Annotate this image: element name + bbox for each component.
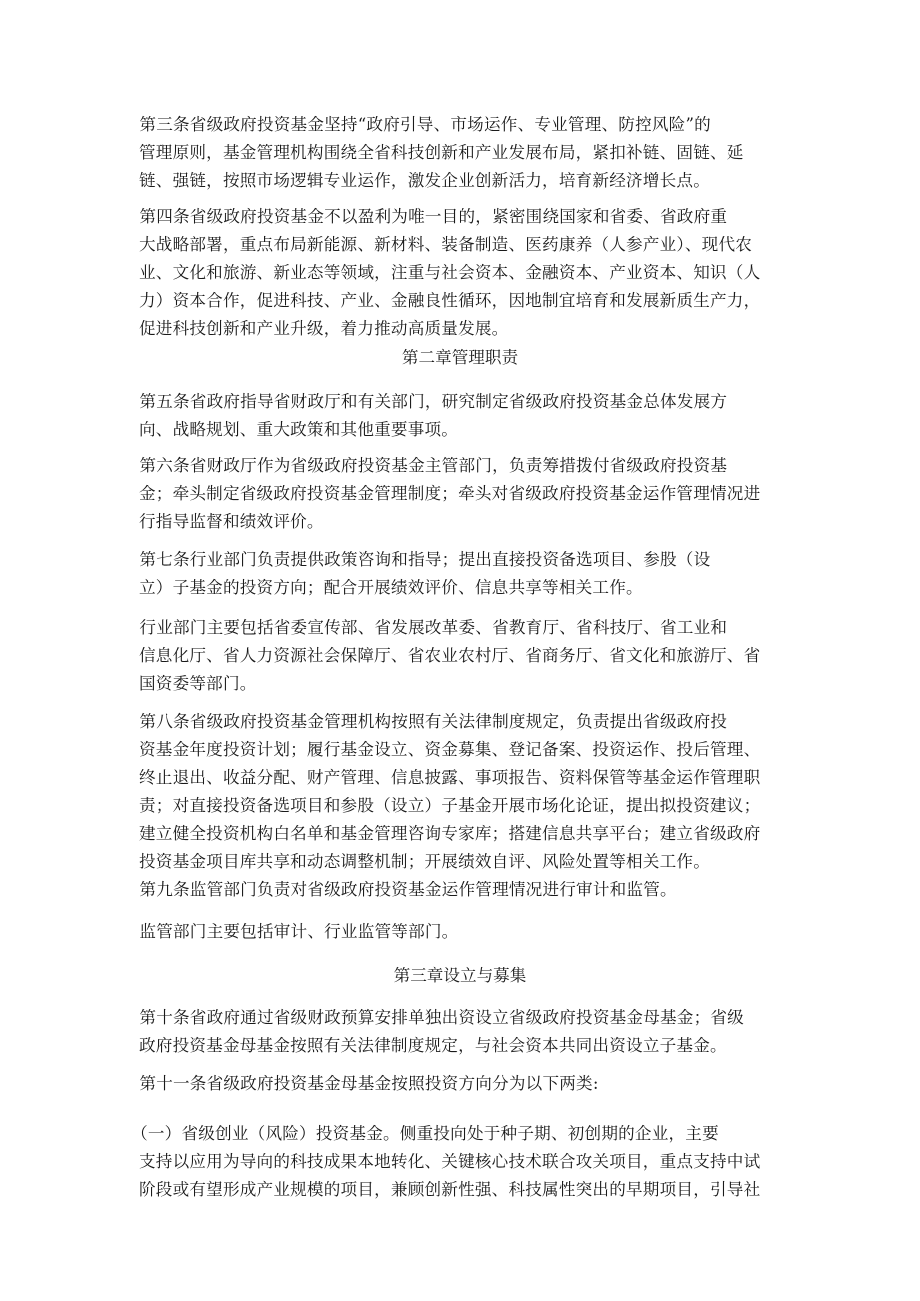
article-4-paragraph: 第四条省级政府投资基金不以盈利为唯一目的，紧密围绕国家和省委、省政府重 大战略部署，重点布局新能源、新材料、装备制造、医药康养（人参产业）、现代农 业、文化和旅游、新业态等领域，注重与社会资本、金融资本、产业资本、知识（人 力）资本合作，促进科技、产业、金融良性循环，因地制宜培育和发展新质生产力， 促进科技创新和产业升级，着力推动高质量发展。: [139, 207, 761, 338]
chapter-2-heading: 第二章管理职责: [401, 348, 519, 367]
article-5-paragraph: 第五条省政府指导省财政厅和有关部门，研究制定省级政府投资基金总体发展方 向、战略规划、重大政策和其他重要事项。: [139, 392, 728, 439]
article-3-paragraph: 第三条省级政府投资基金坚持“政府引导、市场运作、专业管理、防控风险”的 管理原则，基金管理机构围绕全省科技创新和产业发展布局，紧扣补链、固链、延 链、强链，按照市场逻辑专业运作，激发企业创新活力，培育新经济增长点。: [139, 115, 744, 190]
article-10-paragraph: 第十条省政府通过省级财政预算安排单独出资设立省级政府投资基金母基金；省级 政府投资基金母基金按照有关法律制度规定，与社会资本共同出资设立子基金。: [139, 1008, 744, 1055]
article-8-paragraph: 第八条省级政府投资基金管理机构按照有关法律制度规定，负责提出省级政府投 资基金年度投资计划；履行基金设立、资金募集、登记备案、投资运作、投后管理、 终止退出、收益分配、财产管理、信息披露、事项报告、资料保管等基金运作管理职 责；对直接投资备选项目和参股（设立）子基金开展市场化论证，提出拟投资建议； 建立健全投资机构白名单和基金管理咨询专家库；搭建信息共享平台；建立省级政府 投资基金项目库共享和动态调整机制；开展绩效自评、风险处置等相关工作。: [139, 712, 761, 871]
industry-departments-paragraph: 行业部门主要包括省委宣传部、省发展改革委、省教育厅、省科技厅、省工业和 信息化厅、省人力资源社会保障厅、省农业农村厅、省商务厅、省文化和旅游厅、省 国资委等部门。: [139, 618, 761, 693]
article-9-paragraph: 第九条监管部门负责对省级政府投资基金运作管理情况进行审计和监管。: [105, 880, 677, 899]
article-11-paragraph: 第十一条省级政府投资基金母基金按照投资方向分为以下两类:: [105, 1074, 599, 1093]
article-7-paragraph: 第七条行业部门负责提供政策咨询和指导；提出直接投资备选项目、参股（设 立）子基金的投资方向；配合开展绩效评价、信息共享等相关工作。: [139, 550, 711, 597]
article-11-item-1-paragraph: （一）省级创业（风险）投资基金。侧重投向处于种子期、初创期的企业，主要 支持以应用为导向的科技成果本地转化、关键核心技术联合攻关项目，重点支持中试 阶段或有望形成产业规模的项目，兼顾创新性强、科技属性突出的早期项目，引导社: [139, 1124, 761, 1199]
article-6-paragraph: 第六条省财政厅作为省级政府投资基金主管部门，负责筹措拨付省级政府投资基 金；牵头制定省级政府投资基金管理制度；牵头对省级政府投资基金运作管理情况进 行指导监督和绩效评价。: [139, 456, 761, 531]
supervision-departments-paragraph: 监管部门主要包括审计、行业监管等部门。: [105, 922, 459, 941]
chapter-3-heading: 第三章设立与募集: [393, 966, 527, 985]
